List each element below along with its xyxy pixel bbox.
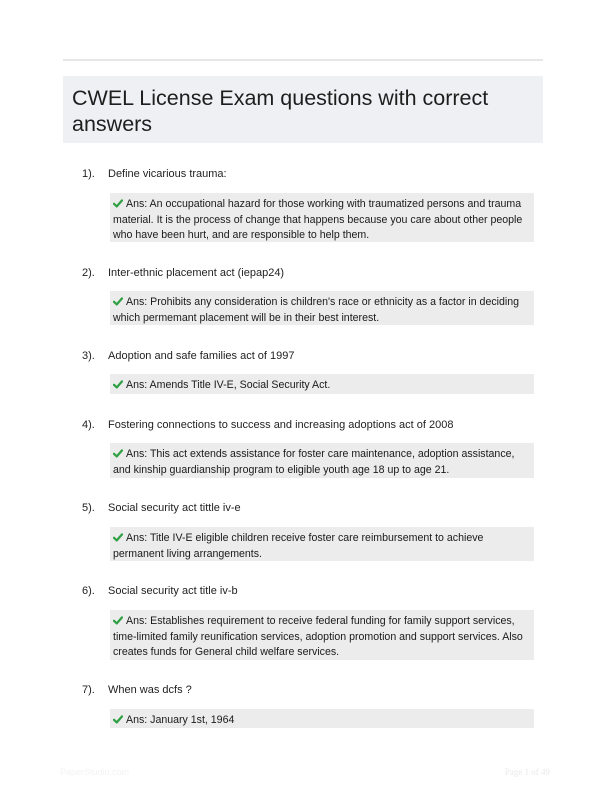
checkmark-icon: [113, 715, 123, 724]
checkmark-icon: [113, 533, 123, 542]
checkmark-icon: [113, 449, 123, 458]
question-text: Social security act tittle iv-e: [108, 502, 241, 514]
answer-text: Ans: Amends Title IV-E, Social Security Act.: [126, 379, 331, 391]
answer-box: [110, 709, 534, 728]
answer-box: [110, 291, 534, 325]
question-text: Adoption and safe families act of 1997: [108, 350, 295, 362]
top-divider: [63, 59, 543, 61]
answer-box: [110, 443, 534, 478]
answer-text: Ans: Title IV-E eligible children receive foster care reimbursement to achieve permanent living arrangements.: [113, 532, 484, 560]
question-number: 4).: [82, 419, 95, 431]
answer-box: [110, 527, 534, 561]
question-number: 7).: [82, 684, 95, 696]
question-text: When was dcfs ?: [108, 684, 192, 696]
question-text: Social security act title iv-b: [108, 585, 238, 597]
page-number: Page 1 of 49: [504, 767, 550, 777]
question-number: 1).: [82, 168, 95, 180]
title-banner: [63, 76, 543, 143]
question-number: 5).: [82, 502, 95, 514]
checkmark-icon: [113, 199, 123, 208]
answer-text: Ans: Prohibits any consideration is children's race or ethnicity as a factor in deciding which permemant placement will be in their best interest.: [113, 296, 520, 324]
page-title: CWEL License Exam questions with correct answers: [72, 86, 489, 136]
question-number: 2).: [82, 267, 95, 279]
question-number: 3).: [82, 350, 95, 362]
answer-box: [110, 374, 534, 394]
question-text: Inter-ethnic placement act (iepap24): [108, 267, 285, 279]
question-number: 6).: [82, 585, 95, 597]
answer-text: Ans: This act extends assistance for foster care maintenance, adoption assistance, and kinship guardianship program to eligible youth age 18 up to age 21.: [113, 448, 515, 476]
answer-text: Ans: January 1st, 1964: [126, 714, 235, 726]
checkmark-icon: [113, 380, 123, 389]
answer-box: [110, 193, 534, 242]
answer-text: Ans: An occupational hazard for those working with traumatized persons and trauma material. It is the process of change that happens because you care about other people who have been hurt, and are responsible to help them.: [113, 198, 523, 242]
question-text: Fostering connections to success and increasing adoptions act of 2008: [108, 419, 454, 431]
answer-box: [110, 610, 534, 660]
answer-text: Ans: Establishes requirement to receive federal funding for family support services, time-limited family reunification services, adoption promotion and support services. Also creates funds for General child welfare services.: [113, 615, 523, 659]
checkmark-icon: [113, 297, 123, 306]
footer-watermark: PaperStudio.com: [60, 767, 130, 777]
checkmark-icon: [113, 616, 123, 625]
question-text: Define vicarious trauma:: [108, 168, 227, 180]
